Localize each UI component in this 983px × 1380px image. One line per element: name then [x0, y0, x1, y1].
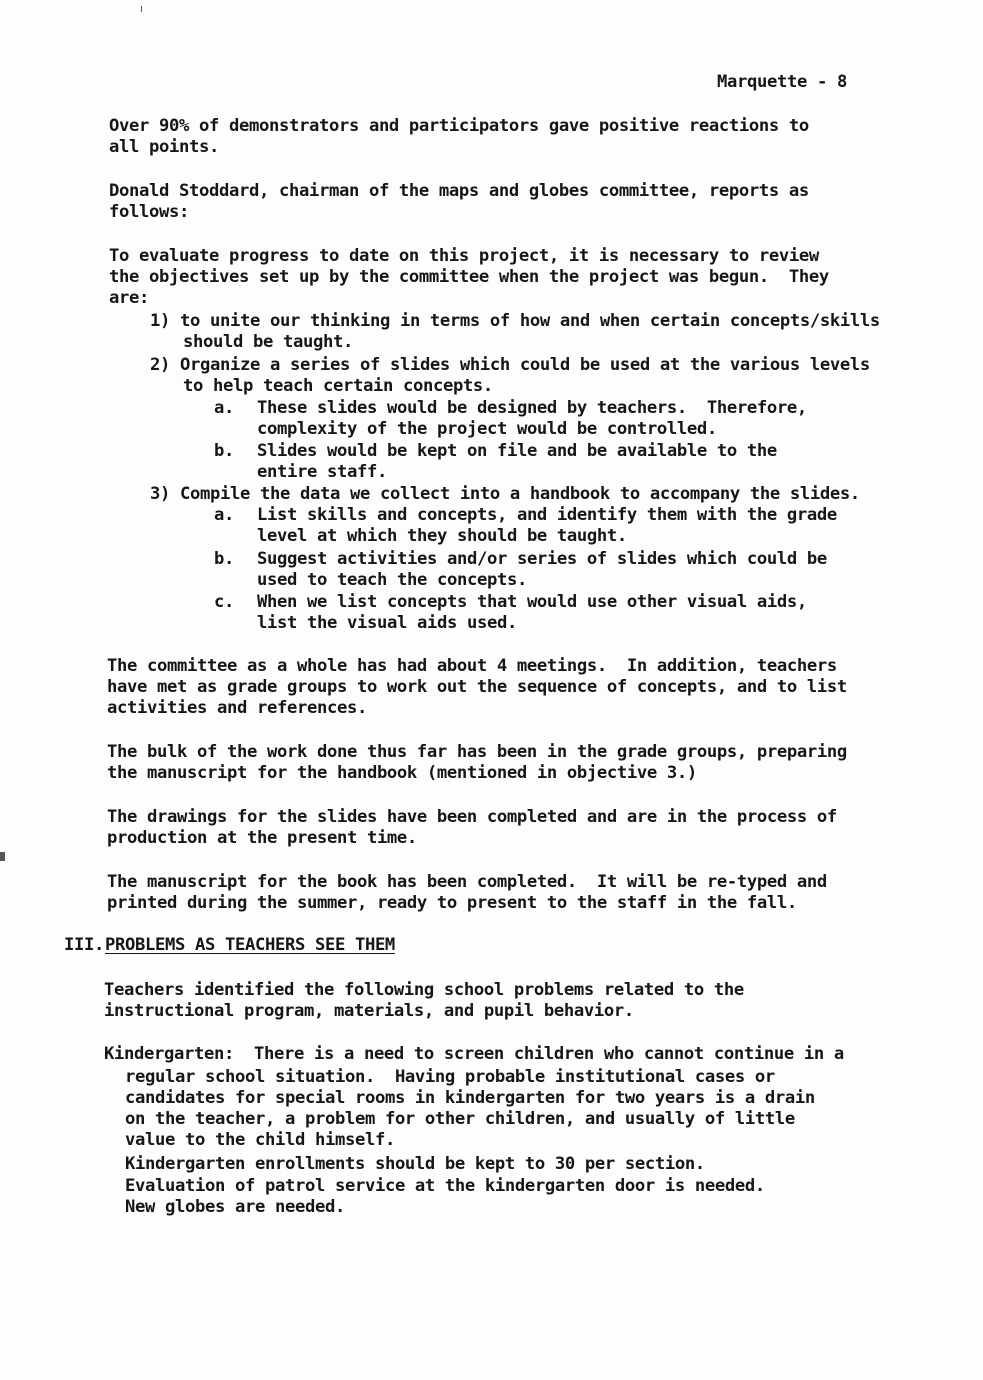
sub-item-text: complexity of the project would be controlled. [257, 419, 717, 439]
sub-item-letter: c. [214, 592, 234, 612]
text-line: The manuscript for the book has been completed. It will be re-typed and [107, 872, 827, 892]
text-line: production at the present time. [107, 828, 417, 848]
kindergarten-line: Kindergarten enrollments should be kept to 30 per section. [125, 1154, 705, 1174]
objective-item: 1) to unite our thinking in terms of how and when certain concepts/skills [150, 311, 880, 331]
kindergarten-line: regular school situation. Having probable institutional cases or [125, 1067, 775, 1087]
sub-item-text: Suggest activities and/or series of slides which could be [257, 549, 827, 569]
text-line: to help teach certain concepts. [183, 376, 493, 396]
text-line: the manuscript for the handbook (mentioned in objective 3.) [107, 763, 697, 783]
sub-item-letter: b. [214, 549, 234, 569]
text-line: printed during the summer, ready to present to the staff in the fall. [107, 893, 797, 913]
text-line: To evaluate progress to date on this project, it is necessary to review [109, 246, 819, 266]
text-line: follows: [109, 202, 189, 222]
text-line: Over 90% of demonstrators and participators gave positive reactions to [109, 116, 809, 136]
sub-item-text: List skills and concepts, and identify them with the grade [257, 505, 837, 525]
sub-item-letter: a. [214, 398, 234, 418]
sub-item-letter: b. [214, 441, 234, 461]
text-line: all points. [109, 137, 219, 157]
kindergarten-line: New globes are needed. [125, 1197, 345, 1217]
kindergarten-line: value to the child himself. [125, 1130, 395, 1150]
text-line: Teachers identified the following school problems related to the [104, 980, 744, 1000]
text-line: the objectives set up by the committee when the project was begun. They [109, 267, 829, 287]
scan-mark [0, 852, 5, 861]
kindergarten-line: on the teacher, a problem for other children, and usually of little [125, 1109, 795, 1129]
text-line: The bulk of the work done thus far has been in the grade groups, preparing [107, 742, 847, 762]
kindergarten-line: candidates for special rooms in kindergarten for two years is a drain [125, 1088, 815, 1108]
text-line: The drawings for the slides have been completed and are in the process of [107, 807, 837, 827]
objective-item: 3) Compile the data we collect into a handbook to accompany the slides. [150, 484, 860, 504]
sub-item-text: level at which they should be taught. [257, 526, 627, 546]
section-number: III. [64, 935, 104, 955]
sub-item-text: These slides would be designed by teachers. Therefore, [257, 398, 807, 418]
sub-item-text: entire staff. [257, 462, 387, 482]
kindergarten-line: Evaluation of patrol service at the kindergarten door is needed. [125, 1176, 765, 1196]
text-line: should be taught. [183, 332, 353, 352]
sub-item-text: list the visual aids used. [257, 613, 517, 633]
sub-item-text: Slides would be kept on file and be available to the [257, 441, 777, 461]
text-line: Donald Stoddard, chairman of the maps and globes committee, reports as [109, 181, 809, 201]
section-heading: PROBLEMS AS TEACHERS SEE THEM [105, 935, 395, 955]
sub-item-text: used to teach the concepts. [257, 570, 527, 590]
sub-item-letter: a. [214, 505, 234, 525]
sub-item-text: When we list concepts that would use other visual aids, [257, 592, 807, 612]
kindergarten-line: Kindergarten: There is a need to screen children who cannot continue in a [104, 1044, 844, 1064]
text-line: are: [109, 288, 149, 308]
objective-item: 2) Organize a series of slides which could be used at the various levels [150, 355, 870, 375]
text-line: The committee as a whole has had about 4 meetings. In addition, teachers [107, 656, 837, 676]
text-line: activities and references. [107, 698, 367, 718]
text-line: instructional program, materials, and pupil behavior. [104, 1001, 634, 1021]
text-line: have met as grade groups to work out the sequence of concepts, and to list [107, 677, 847, 697]
page-header: Marquette - 8 [717, 72, 847, 92]
scan-mark [141, 6, 142, 12]
